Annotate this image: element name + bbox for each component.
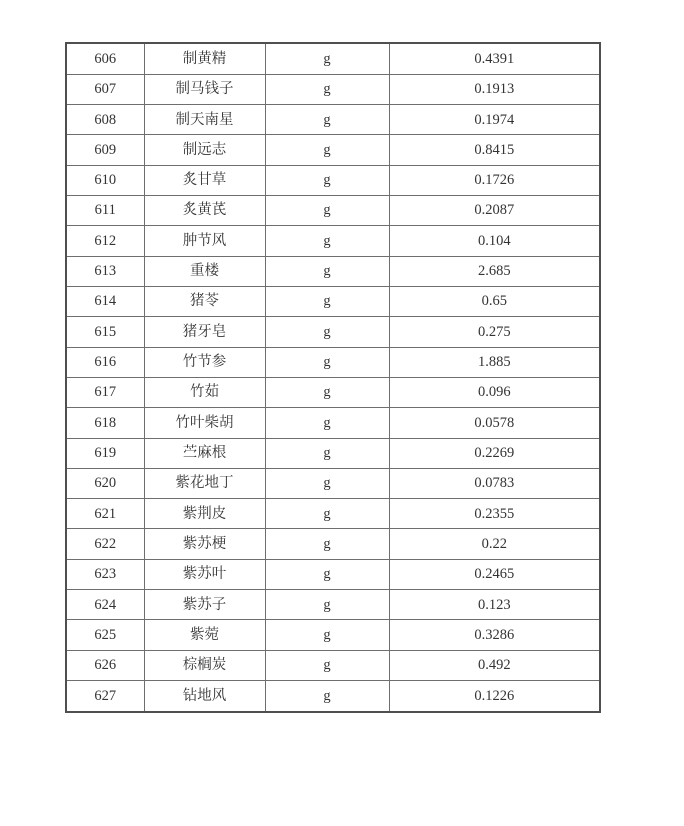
table-row	[66, 377, 600, 407]
cell-unit: g	[265, 317, 389, 347]
cell-name: 炙甘草	[144, 165, 265, 195]
cell-value: 0.8415	[389, 135, 600, 165]
cell-unit: g	[265, 196, 389, 226]
cell-unit: g	[265, 499, 389, 529]
cell-value: 0.2355	[389, 499, 600, 529]
table-row	[66, 165, 600, 195]
cell-name: 猪苓	[144, 286, 265, 316]
table-row	[66, 529, 600, 559]
cell-id: 611	[66, 196, 144, 226]
cell-value: 0.3286	[389, 620, 600, 650]
cell-value: 0.22	[389, 529, 600, 559]
cell-id: 616	[66, 347, 144, 377]
table-row	[66, 256, 600, 286]
cell-name: 重楼	[144, 256, 265, 286]
cell-unit: g	[265, 286, 389, 316]
cell-id: 627	[66, 681, 144, 712]
cell-id: 619	[66, 438, 144, 468]
cell-unit: g	[265, 347, 389, 377]
cell-value: 0.096	[389, 377, 600, 407]
cell-name: 制远志	[144, 135, 265, 165]
cell-unit: g	[265, 590, 389, 620]
cell-id: 620	[66, 468, 144, 498]
cell-unit: g	[265, 438, 389, 468]
ingredients-table	[65, 42, 601, 713]
table-row	[66, 620, 600, 650]
cell-unit: g	[265, 105, 389, 135]
cell-name: 制黄精	[144, 43, 265, 74]
cell-id: 607	[66, 74, 144, 104]
cell-unit: g	[265, 74, 389, 104]
cell-id: 610	[66, 165, 144, 195]
cell-name: 竹节参	[144, 347, 265, 377]
cell-unit: g	[265, 681, 389, 712]
cell-name: 紫荆皮	[144, 499, 265, 529]
cell-unit: g	[265, 408, 389, 438]
cell-value: 0.492	[389, 650, 600, 680]
table-row	[66, 347, 600, 377]
cell-unit: g	[265, 135, 389, 165]
cell-unit: g	[265, 620, 389, 650]
cell-id: 608	[66, 105, 144, 135]
cell-unit: g	[265, 377, 389, 407]
cell-value: 0.2087	[389, 196, 600, 226]
cell-unit: g	[265, 650, 389, 680]
cell-value: 0.1974	[389, 105, 600, 135]
cell-id: 612	[66, 226, 144, 256]
cell-id: 614	[66, 286, 144, 316]
cell-value: 0.123	[389, 590, 600, 620]
cell-unit: g	[265, 43, 389, 74]
table-row	[66, 438, 600, 468]
cell-value: 0.1913	[389, 74, 600, 104]
cell-name: 竹叶柴胡	[144, 408, 265, 438]
cell-unit: g	[265, 256, 389, 286]
table-row	[66, 559, 600, 589]
cell-id: 625	[66, 620, 144, 650]
cell-value: 0.104	[389, 226, 600, 256]
cell-id: 622	[66, 529, 144, 559]
table-row	[66, 105, 600, 135]
table-row	[66, 317, 600, 347]
cell-value: 1.885	[389, 347, 600, 377]
table-row	[66, 590, 600, 620]
cell-name: 紫菀	[144, 620, 265, 650]
cell-id: 623	[66, 559, 144, 589]
table-body	[66, 43, 600, 712]
cell-name: 竹茹	[144, 377, 265, 407]
cell-unit: g	[265, 468, 389, 498]
cell-name: 猪牙皂	[144, 317, 265, 347]
cell-value: 0.0783	[389, 468, 600, 498]
table-row	[66, 135, 600, 165]
cell-name: 肿节风	[144, 226, 265, 256]
cell-id: 624	[66, 590, 144, 620]
cell-value: 0.2465	[389, 559, 600, 589]
table-row	[66, 286, 600, 316]
table-row	[66, 43, 600, 74]
cell-value: 0.1226	[389, 681, 600, 712]
cell-id: 617	[66, 377, 144, 407]
cell-value: 0.4391	[389, 43, 600, 74]
table-row	[66, 650, 600, 680]
table-row	[66, 74, 600, 104]
cell-id: 615	[66, 317, 144, 347]
cell-unit: g	[265, 165, 389, 195]
cell-name: 紫苏子	[144, 590, 265, 620]
cell-value: 2.685	[389, 256, 600, 286]
cell-unit: g	[265, 226, 389, 256]
cell-value: 0.0578	[389, 408, 600, 438]
cell-name: 制天南星	[144, 105, 265, 135]
cell-value: 0.275	[389, 317, 600, 347]
cell-id: 609	[66, 135, 144, 165]
table-row	[66, 681, 600, 712]
cell-value: 0.65	[389, 286, 600, 316]
cell-name: 棕榈炭	[144, 650, 265, 680]
cell-value: 0.1726	[389, 165, 600, 195]
cell-id: 613	[66, 256, 144, 286]
cell-id: 618	[66, 408, 144, 438]
table-row	[66, 468, 600, 498]
cell-id: 626	[66, 650, 144, 680]
cell-unit: g	[265, 529, 389, 559]
cell-name: 制马钱子	[144, 74, 265, 104]
cell-name: 紫花地丁	[144, 468, 265, 498]
cell-id: 606	[66, 43, 144, 74]
table-row	[66, 196, 600, 226]
cell-name: 紫苏叶	[144, 559, 265, 589]
table-row	[66, 499, 600, 529]
cell-name: 炙黄芪	[144, 196, 265, 226]
cell-name: 苎麻根	[144, 438, 265, 468]
table-row	[66, 226, 600, 256]
cell-name: 钻地风	[144, 681, 265, 712]
cell-id: 621	[66, 499, 144, 529]
table-row	[66, 408, 600, 438]
cell-unit: g	[265, 559, 389, 589]
cell-value: 0.2269	[389, 438, 600, 468]
cell-name: 紫苏梗	[144, 529, 265, 559]
